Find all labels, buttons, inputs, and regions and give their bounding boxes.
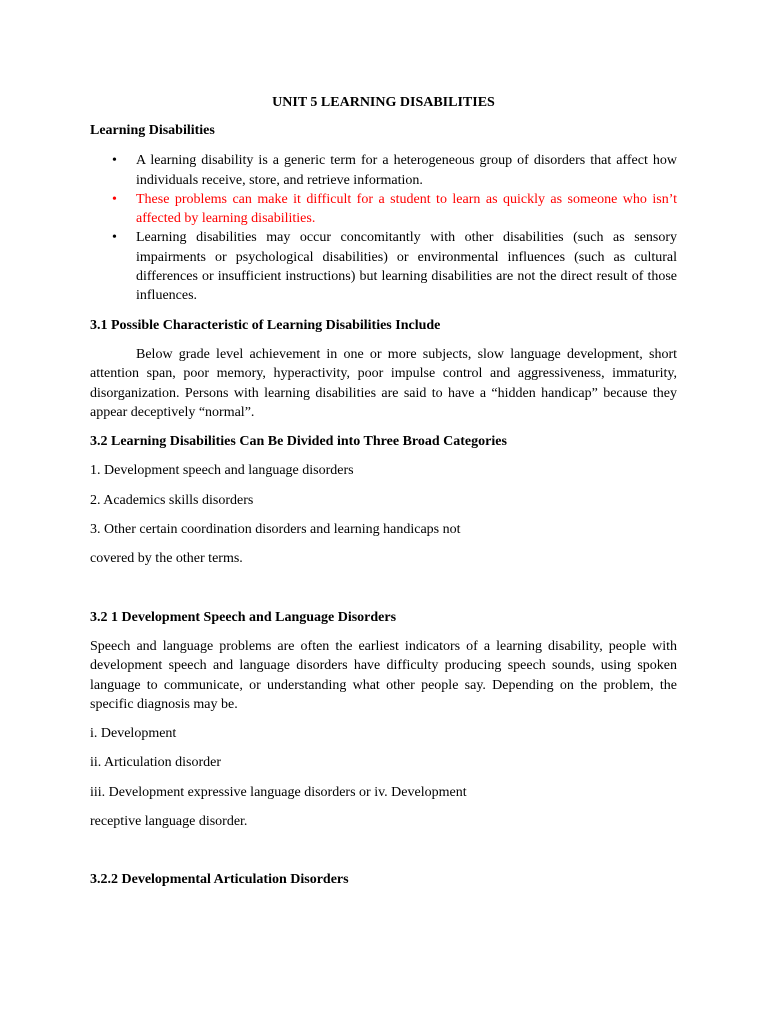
- bullet-text: These problems can make it difficult for a student to learn as quickly as someone who isn’t affected by learning disabilities.: [136, 191, 677, 227]
- category-item: 2. Academics skills disorders: [90, 492, 254, 508]
- list-item: [90, 190, 677, 229]
- page-title: UNIT 5 LEARNING DISABILITIES: [272, 95, 495, 110]
- list-item: [90, 151, 677, 190]
- diagnosis-item: i. Development: [90, 726, 177, 742]
- bullet-icon: •: [112, 191, 117, 207]
- category-item: 3. Other certain coordination disorders and learning handicaps not: [90, 522, 461, 538]
- list-item: [90, 228, 677, 305]
- paragraph-3-2-1: Speech and language problems are often the earliest indicators of a learning disability, people with development speech and language disorders have difficulty producing speech sounds, using spoken language to communicate, or understanding what other people say. Depending on the problem, the specific diagnosis may be.: [90, 638, 677, 712]
- diagnosis-item: receptive language disorder.: [90, 814, 248, 830]
- section-heading: Learning Disabilities: [90, 123, 215, 138]
- bullet-icon: •: [112, 153, 117, 169]
- diagnosis-item: ii. Articulation disorder: [90, 755, 222, 771]
- bullet-text: A learning disability is a generic term for a heterogeneous group of disorders that affect how individuals receive, store, and retrieve information.: [136, 153, 677, 188]
- heading-3-2: 3.2 Learning Disabilities Can Be Divided into Three Broad Categories: [90, 434, 507, 450]
- category-item: covered by the other terms.: [90, 551, 243, 567]
- heading-3-2-2: 3.2.2 Developmental Articulation Disorders: [90, 872, 349, 888]
- diagnosis-item: iii. Development expressive language disorders or iv. Development: [90, 784, 467, 800]
- bullet-icon: •: [112, 230, 117, 246]
- paragraph-3-1: Below grade level achievement in one or more subjects, slow language development, short attention span, poor memory, hyperactivity, poor impulse control and aggressiveness, immaturity, disorganization. Persons with learning disabilities are said to have a “hidden handicap” because they appear deceptively “normal”.: [90, 346, 677, 420]
- category-item: 1. Development speech and language disorders: [90, 463, 354, 479]
- heading-3-2-1: 3.2 1 Development Speech and Language Disorders: [90, 609, 397, 625]
- bullet-list: [90, 151, 677, 305]
- heading-3-1: 3.1 Possible Characteristic of Learning Disabilities Include: [90, 317, 441, 333]
- document-page: [90, 92, 677, 890]
- bullet-text: Learning disabilities may occur concomitantly with other disabilities (such as sensory impairments or psychological disabilities) or environmental influences (such as cultural differences or insufficient instructions) but learning disabilities are not the direct result of those influences.: [136, 230, 677, 304]
